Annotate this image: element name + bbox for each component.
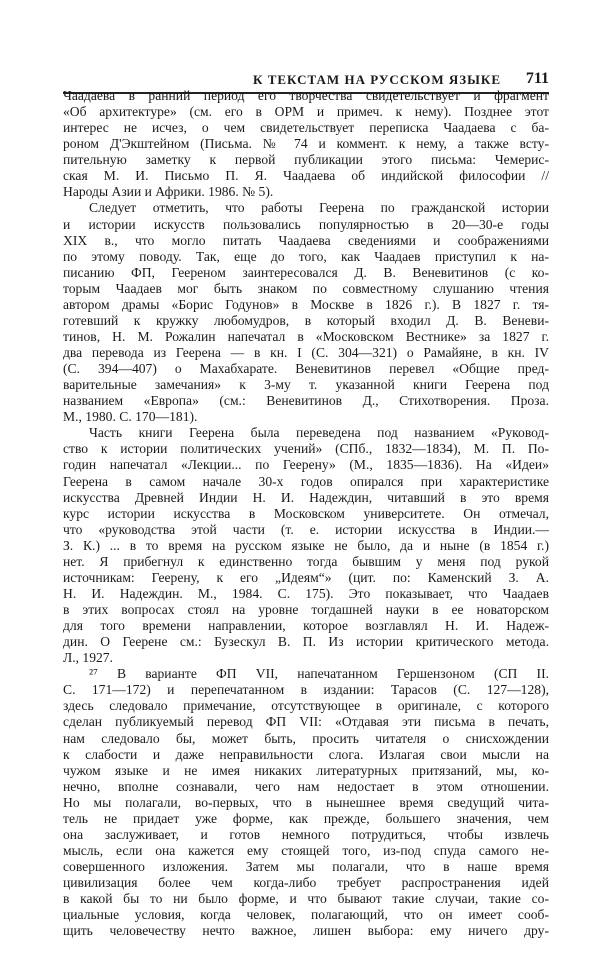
text-line: цивилизация более чем когда-либо требует распространения идей [63,875,549,891]
text-line: (С. 394—407) о Махабхарате. Веневитинов перевел «Общие пред- [63,361,549,377]
page-body-text [63,88,549,939]
text-line: готевший к кружку любомудров, в который входил Д. В. Веневи- [63,312,549,328]
text-line: дин. О Геерене см.: Бузескул В. П. Из истории критического метода. [63,634,549,650]
text-line: Следует отметить, что работы Геерена по гражданской истории [89,200,549,216]
text-line: годин напечатал «Лекции... по Геерену» (М., 1835—1836). На «Идеи» [63,457,549,473]
text-line: торым Чаадаев мог быть знаком по совместному слушанию чтения [63,280,549,296]
text-line: писанию ФП, Гееренoм заинтересовался Д. В. Веневитинов (с ко- [63,264,549,280]
text-line: интерес не исчез, о чем свидетельствует переписка Чаадаева с ба- [63,120,549,136]
text-line: искусства Древней Индии Н. И. Надеждин, читавший в это время [63,489,549,505]
text-line: здесь следовало примечание, отсутствующее в оригинале, с которого [63,698,549,714]
text-line: пительную заметку к первой публикации этого письма: Чемерис- [63,152,549,168]
text-line: ство к истории политических учений» (СПб., 1832—1834), М. П. По- [63,441,549,457]
text-line: к слабости и даже неправильности слога. Излагая свои мысли на [63,746,549,762]
text-line: М., 1980. С. 170—181). [63,409,198,425]
text-line: Н. И. Надеждин. М., 1984. С. 175). Это показывает, что Чаадаев [63,585,549,601]
text-line: по этому поводу. Так, еще до того, как Чаадаев приступил к на- [63,248,549,264]
text-line: «Об архитектуре» (см. его в ОРМ и примеч. к нему). Позднее этот [63,104,549,120]
text-line: чужом языке и не имея никаких литературных притязаний, мы, ко- [63,762,549,778]
text-line: нет. Я прибегнул к единственно тогда бывшим у меня под рукой [63,553,549,569]
text-line: С. 171—172) и перепечатанном в издании: Тарасов (С. 127—128), [63,682,549,698]
text-line: совершенного изложения. Затем мы полагали, что в наше время [63,859,549,874]
text-line: варительные замечания» к 3-му т. указанной книги Геерена под [63,377,549,393]
text-line: роном Д'Экштейном (Письма. № 74 и коммент. к нему, а также всту- [63,136,549,152]
text-line: Но мы полагали, во-первых, что в нынешнее время сведущий чита- [63,794,549,810]
text-line: что «руководства этой части (т. е. истории искусства в Индии.— [63,521,549,537]
text-line: Народы Азии и Африки. 1986. № 5). [63,184,274,200]
text-line: два перевода из Геерена — в кн. I (С. 304—321) о Рамайяне, в кн. IV [63,345,549,360]
text-line: циальные условия, когда человек, полагающий, что он имеет сооб- [63,907,549,923]
text-line: курс истории искусства в Московском университете. Он отмечал, [63,505,549,521]
text-line: XIX в., что могло питать Чаадаева сведениями и соображениями [63,232,549,248]
text-line: автором драмы «Борис Годунов» в Москве в 1826 г.). В 1827 г. тя- [63,296,549,312]
running-title: К ТЕКСТАМ НА РУССКОМ ЯЗЫКЕ [253,72,501,87]
text-line: в какой бы то ни было форме, и что бывают такие случаи, такие со- [63,891,549,907]
text-line: она заслуживает, и готов немного потрудиться, чтобы извлечь [63,826,549,842]
text-line: Чаадаева в ранний период его творчества свидетельствует и фрагмент [63,88,549,103]
text-line: названием «Европа» (см.: Веневитинов Д., Стихотворения. Проза. [63,393,549,409]
text-line: и истории искусств пользовались популярностью в 20—30-е годы [63,216,549,232]
text-line: З. К.) ... в то время на русском языке не было, да и ныне (в 1854 г.) [63,537,549,553]
text-line: нам следовало бы, может быть, просить читателя о снисхождении [63,730,549,746]
text-line: мысль, если она кажется ему стоящей того, из-под спуда самого не- [63,842,549,858]
text-line: ская М. И. Письмо П. Я. Чаадаева об индийской философии // [63,168,549,184]
text-line: для того времени направлении, которое возглавлял Н. И. Надеж- [63,618,549,634]
text-line: тель не придает уже форме, как прежде, большего значения, чем [63,810,549,826]
page-number: 711 [525,70,549,87]
text-line: нечно, вполне сознавали, чего нам недостает в этом отношении. [63,778,549,794]
text-line: сделан публикуемый перевод ФП VII: «Отдавая эти письма в печать, [63,714,549,730]
text-line: щить человечеству нечто важное, лишен выбора: ему ничего дру- [63,923,549,939]
text-line: источникам: Геерену, к его „Идеям“» (цит. по: Каменский З. А. [63,569,549,585]
text-line: тинов, Н. М. Рожалин напечатал в «Московском Вестнике» за 1827 г. [63,328,549,344]
text-line: Часть книги Геерена была переведена под названием «Руковод- [89,425,549,441]
text-line: Л., 1927. [63,650,114,666]
text-line: Геерена в самом начале 30-х годов опирался при характеристике [63,473,549,489]
text-line: ²⁷ В варианте ФП VII, напечатанном Гершензоном (СП II. [89,666,549,682]
text-line: в этих вопросах стоял на уровне тогдашней науки в ее новаторском [63,602,549,617]
